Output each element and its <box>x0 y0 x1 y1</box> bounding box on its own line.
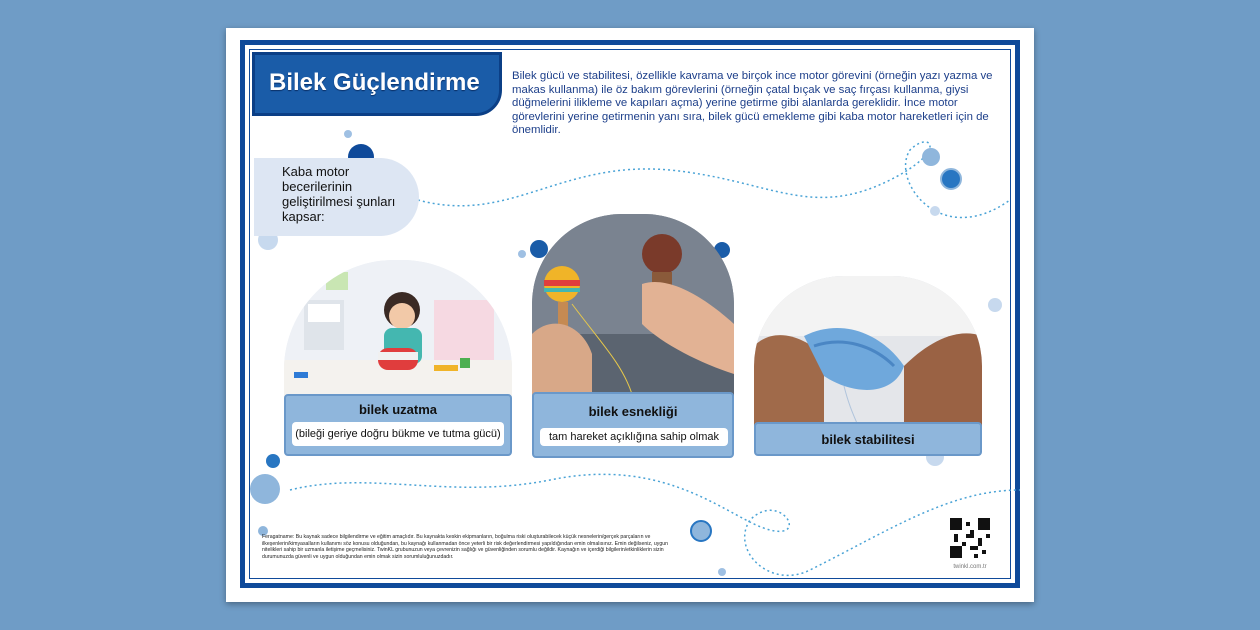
bubble-text: Kaba motor becerilerinin geliştirilmesi şunları kapsar: <box>282 164 396 224</box>
cloth-scene-illustration <box>754 276 982 428</box>
sheet-inner-frame <box>249 49 1011 579</box>
page-title: Bilek Güçlendirme <box>269 69 480 96</box>
card-wrist-flexibility <box>532 214 734 460</box>
card-title: bilek stabilitesi <box>821 432 915 447</box>
decor-dot <box>344 130 352 138</box>
qr-code-icon[interactable] <box>950 518 990 558</box>
sheet-frame <box>240 40 1020 588</box>
decor-dot <box>250 474 280 504</box>
kendama-scene-illustration <box>532 214 734 398</box>
decor-dot <box>922 148 940 166</box>
decor-dot <box>930 206 940 216</box>
decor-dot <box>266 454 280 468</box>
card-label-box <box>532 392 734 458</box>
card-subtitle: tam hareket açıklığına sahip olmak <box>540 428 728 446</box>
card-label-box <box>284 394 512 456</box>
card-subtitle: (bileği geriye doğru bükme ve tutma gücü) <box>292 422 504 446</box>
disclaimer-text: Feragatname: Bu kaynak sadece bilgilendirme ve eğitim amaçlıdır. Bu kaynakta keskin ekipmanların, boğulma riski oluşturabilecek küçük nesnelerin/gerçek parçaların ve ilkeşenlerin/kimyasalların kullanımı söz konusu olduğundan, bu kaynağı kullanmadan önce yeterli bir risk değerlendirmesi yapıldığından emin olmalısınız. Emin değilseniz, uygun nitelikleri sahip bir uzmanla iletişime geçmelisiniz. TwinKL grubunuzun veya çevrenizin sağlığı ve güvenliğinden sorumlu değildir. Kaynağın ve içerdiği bilgilerin/etkinliklerin sizin durumunuzda güvenli ve uygun olduğundan emin olmak sizin sorumluluğunuzdadır. <box>262 534 668 560</box>
card-wrist-extension <box>284 260 512 460</box>
drum-scene-illustration <box>284 260 512 400</box>
child-playing-drum-photo <box>284 260 512 400</box>
intro-paragraph: Bilek gücü ve stabilitesi, özellikle kavrama ve birçok ince motor görevini (örneğin yazı yazma ve makas kullanma) ile öz bakım görevlerini (örneğin çatal bıçak ve saç fırçası kullanma, giysi düğmelerini ilikleme ve kapıları açma) yerine getirme gibi alanlarda gereklidir. İnce motor görevlerini yerine getirmenin yanı sıra, bilek gücü emekleme gibi kaba motor hareketleri için de önemlidir. <box>512 70 993 137</box>
brand-url: twinkl.com.tr <box>953 564 987 570</box>
decor-dot <box>518 250 526 258</box>
card-title: bilek uzatma <box>358 402 438 417</box>
card-title: bilek esnekliği <box>588 404 678 419</box>
hands-kendama-toy-photo <box>532 214 734 398</box>
decor-dot <box>988 298 1002 312</box>
decor-dot <box>690 520 712 542</box>
resource-sheet <box>226 28 1034 602</box>
title-banner <box>252 52 502 116</box>
decor-dot <box>940 168 962 190</box>
intro-bubble <box>254 158 419 236</box>
decor-dot <box>718 568 726 576</box>
hands-wringing-cloth-photo <box>754 276 982 428</box>
card-wrist-stability <box>754 276 982 460</box>
card-label-box <box>754 422 982 456</box>
